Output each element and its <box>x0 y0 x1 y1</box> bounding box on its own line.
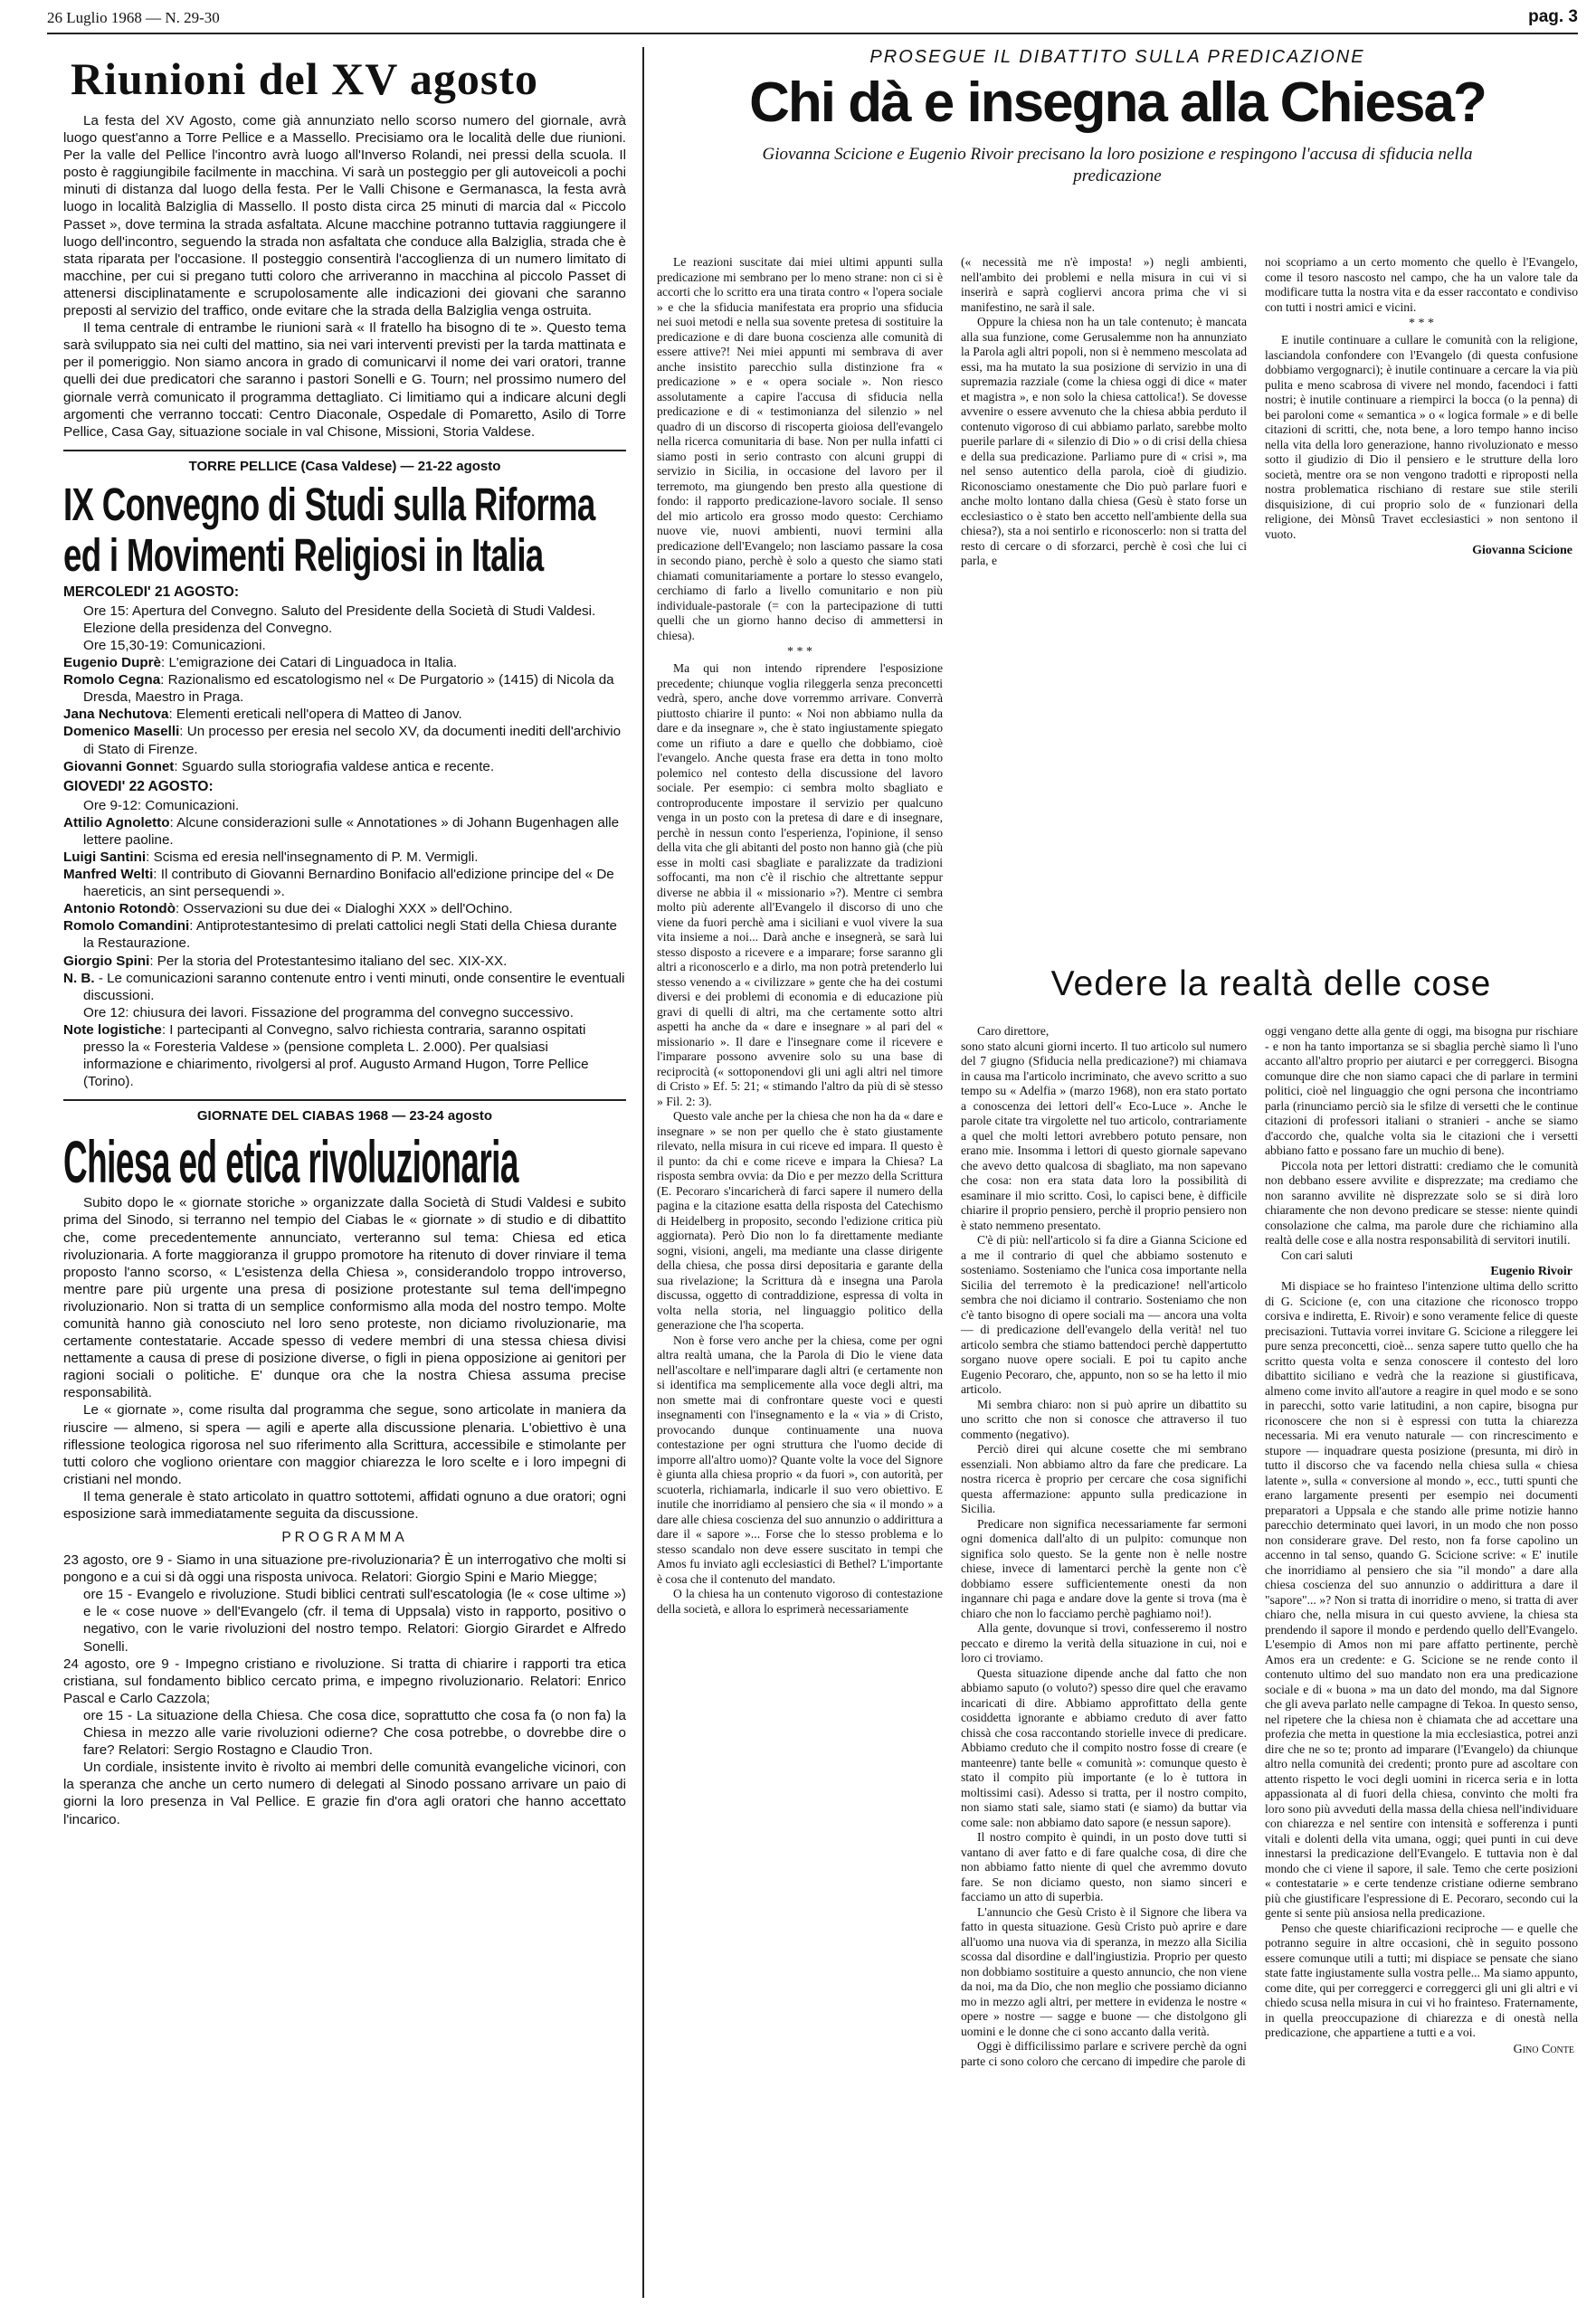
paragraph: Questa situazione dipende anche dal fatto che non abbiamo saputo (o voluto?) spesso dire quel che eravamo incaricati di dire. Abbiamo approfittato della gente cosiddetta ignorante e abbiamo creduto di aver fatto chissà che cosa raccontando storielle invece di predicare. Abbiamo creduto che il compito nostro fosse di creare (e manteenre) tante belle « comunità »: comunque questo è stato il compito più importante (e lo è tuttora in moltissimi casi). Adesso si tratta, per il nostro compito, non siamo stati sale, siamo stati (e siamo) da buttar via come sale: non abbiamo dato sapore (e nessun sapore). <box>961 1665 1247 1829</box>
signature: Gino Conte <box>1513 2042 1574 2056</box>
paragraph: Mi sembra chiaro: non si può aprire un dibattito su uno scritto che non si conosce che attraverso il tuo commento (negativo). <box>961 1397 1247 1441</box>
article-vedere-col <box>961 1024 1247 2069</box>
program-heading: PROGRAMMA <box>281 1530 408 1546</box>
section-stars: * * * <box>787 645 812 659</box>
divider <box>63 450 626 451</box>
article-body: Il tema generale è stato articolato in quattro sottotemi, affidati ognuno a due oratori; ogni esposizione sarà immediatamente seguita da discussione. <box>63 1488 626 1522</box>
paragraph: C'è di più: nell'articolo si fa dire a Gianna Scicione ed a me il contrario di quel che abbiamo sostenuto e sosteniamo. Sosteniamo che l'unica cosa importante nella Sicilia del terremoto è la predicazione! nell'articolo sembra che noi diciamo il contrario. Sosteniamo che non c'è tanto bisogno di opere sociali ma — ancora una volta — di predicazione dell'evangelo della verità! nel tuo articolo sembra che stiamo battendoci perchè dappertutto sorgano nuove opere sociali. E poi tu capito anche Eugenio Pecoraro, che, appunto, non so se ha letto il mio articolo. <box>961 1233 1247 1396</box>
schedule-close: Ore 12: chiusura dei lavori. Fissazione del programma del convegno successivo. <box>83 1004 574 1020</box>
talk-item <box>63 953 626 970</box>
talk-item <box>63 706 626 723</box>
speaker-name: Luigi Santini <box>63 849 147 865</box>
talk-title: : Razionalismo ed escatologismo nel « De Purgatorio » (1415) di Nicola da Dresda, Maestro in Praga. <box>83 672 614 706</box>
speaker-name: N. B. <box>63 970 95 986</box>
article-kicker: TORRE PELLICE (Casa Valdese) — 21-22 agosto <box>188 458 501 474</box>
paragraph: oggi vengano dette alla gente di oggi, ma bisogna pur rischiare - e non ha tanto importanza se si sbaglia perchè siamo lì l'uno accanto all'altro proprio per aiutarci e per correggerci. Bisogna comunque dire che non siamo capaci che di parlare in termini politici, cioè nel linguaggio che ogni persona che incontriamo parla (rinunciamo perciò sia le sfilze di versetti che le continue citazioni di professori italiani o stranieri - anche se siamo d'accordo che, qualche volta sia le citazioni che i versetti abbiano fatto e possano fare un muchio di bene). <box>1265 1024 1578 1157</box>
logistics-text: : I partecipanti al Convegno, salvo richiesta contraria, saranno ospitati presso la « Foresteria Valdese » (pensione completa L. 2.000). Per qualsiasi informazione e chiarimento, rivolgersi al prof. Augusto Armand Hugon, Torre Pellice (Torino). <box>83 1021 589 1090</box>
talk-item <box>63 758 626 775</box>
speaker-name: Romolo Cegna <box>63 672 161 688</box>
paragraph: Non è forse vero anche per la chiesa, come per ogni altra realtà umana, che la Parola di Dio le viene data nell'ascoltare e nell'imparare dagli altri (e certamente non si identifica ma semplicemente alla voce degli altri, ma non smette mai di confrontare queste voci e questi insegnamenti con l'insegnamento e la « via » di Cristo, provocando dunque continuamente una nuova contestazione per ogni struttura che l'uomo decide di imporre all'altro uomo)? Quante volte la voce del Signore è giunta alla chiesa proprio « da fuori », con autorità, per scuoterla, richiamarla, indicarle il suo vero obiettivo. E inutile che inorridiamo al pensiero che sia « il mondo » a dare alle chiesa coscienza del suo annunzio o addirittura a dare il « sapore »... Forse che lo stesso problema e lo stesso scandalo non deve essere suscitato in tempi che Amos fu inviato agli ecclesiastici di Bethel? L'importante è cosa che il contenuto del mandato. <box>657 1333 943 1586</box>
schedule-item: Ore 15,30-19: Comunicazioni. <box>83 637 266 653</box>
talk-title: : Il contributo di Giovanni Bernardino Bonifacio all'edizione principe del « De haereticis, an sint persequendi ». <box>83 867 614 900</box>
talk-item <box>63 723 626 757</box>
paragraph: Predicare non significa necessariamente far sermoni ogni domenica dall'alto di un pulpito: comunque non significa solo questo. Se la gente non è nelle nostre chiese, invece di lamentarci perchè la gente non c'è dobbiamo essere sufficientemente onesti da non ingannare chi paga e andare dove la gente si trova (ma è chiaro che non lo facciamo perchè paghiamo noi!). <box>961 1516 1247 1620</box>
article-body: La festa del XV Agosto, come già annunziato nello scorso numero del giornale, avrà luogo quest'anno a Torre Pellice e a Massello. Precisiamo ora le località delle due riunioni. Per la valle del Pellice l'incontro avrà luogo all'Inverso Rolandi, nei pressi della scuola. Il posto è raggiungibile facilmente in macchina. Vi sarà un posteggio per gli autoveicoli a pochi minuti di distanza dal luogo della festa. Per le Valli Chisone e Germanasca, la festa avrà luogo in località Balziglia di Massello. Il posto dista circa 25 minuti di marcia dal « Piccolo Passet », dove termina la strada asfaltata. Alcune macchine potranno tuttavia raggiungere il luogo dell'incontro, seguendo la strada non asfaltata che conduce alla Balziglia, strada che è stata riparata per l'occasione. Il posteggio consentirà l'accoglienza di un numero limitato di macchine, per cui si pregano tutti coloro che arriveranno in macchina al piccolo Passet di attenersi disciplinatamente e scrupolosamente alle indicazioni dei giovani che saranno preposti al servizio del traffico, onde evitare che la strada della Balziglia venga ostruita. <box>63 113 626 319</box>
paragraph: (« necessità me n'è imposta! ») negli ambienti, nell'ambito dei problemi e nella misura in cui vi si inserirà e saprà cogliervi ancora prima che vi si manifestino, ne sarà il sale. <box>961 255 1247 314</box>
schedule-item: Ore 9-12: Comunicazioni. <box>83 797 240 813</box>
speaker-name: Giovanni Gonnet <box>63 758 175 774</box>
paragraph: E inutile continuare a cullare le comunità con la religione, lasciandola confondere con l'Evangelo (di questa confusione dobbiamo vergognarci); è inutile continuare a cercare la via più pulita e meno scabrosa di vivere nel mondo, facendoci i fatti nostri; è inutile continuare a riempirci la bocca (o la penna) di bei paroloni come « semantica » o « logica formale » e di belle citazioni di scritti, che, nota bene, a loro tempo hanno inciso nella vita della loro generazione, hanno rivoluzionato e messo sotto il giudizio di Dio il pensiero e le strutture della loro società, mentre ora se non vengono tradotti e riproposti nella nostra problematica rischiano di restare sue stile sterili disquisizione, di cui proprio solo de « funzionari della religione, dei Mònsû Travet ecclesiastici » non sentono il vuoto. <box>1265 333 1578 541</box>
article-convegno <box>63 459 626 1091</box>
article-vedere-col-3 <box>1265 1024 1578 2057</box>
speaker-name: Antonio Rotondò <box>63 901 176 917</box>
talk-title: : Elementi ereticali nell'opera di Matteo di Janov. <box>168 707 462 723</box>
schedule-day-1 <box>63 603 626 775</box>
talk-item <box>63 654 626 671</box>
paragraph: Penso che queste chiarificazioni reciproche — e quelle che potranno seguire in altre occasioni, chè in seguito possono essere comunque utili a tutti; mi dispiace se pensate che siano state fatte ingiustamente sulla vostra pelle... Ma siamo appunto, come dite, qui per correggerci e correggerci gli uni gli altri e vi chiedo scusa nella misura in cui vi ho frainteso. Fraternamente, in quella preoccupazione di chiarezza e di onestà nella predicazione, che appartiene a tutti e a voi. <box>1265 1921 1578 2039</box>
signature: Giovanna Scicione <box>1472 544 1572 557</box>
divider <box>63 1099 626 1101</box>
article-riunioni <box>63 52 626 441</box>
article-subtitle: Giovanna Scicione e Eugenio Rivoir precisano la loro posizione e respingono l'accusa di sfiducia nella predicazione <box>762 145 1473 185</box>
right-column <box>657 47 1578 2298</box>
speaker-name: Domenico Maselli <box>63 724 180 740</box>
signature: Eugenio Rivoir <box>1490 1265 1572 1278</box>
article-body: Le « giornate », come risulta dal programma che segue, sono articolate in maniera da riuscire — almeno, si spera — agili e aperte alla discussione plenaria. L'obiettivo è una riflessione teologica rigorosa nel suo riferimento alla Scrittura, accessibile e stimolante per tutti coloro che vogliono orientare con maggior chiarezza le loro scelte e i loro impegni di cristiani nel mondo. <box>63 1402 626 1487</box>
program-item: 23 agosto, ore 9 - Siamo in una situazione pre-rivoluzionaria? È un interrogativo che molti si pongono e a cui si dà oggi una risposta univoca. Relatori: Giorgio Spini e Mario Miegge; <box>63 1552 626 1586</box>
paragraph: Questo vale anche per la chiesa che non ha da « dare e insegnare » se non per quello che è stato giustamente rilevato, nella misura in cui riceve ed impara. Il questo è il punto: da chi e come riceve e impara la Chiesa? La risposta sembra ovvia: da Dio e per mezzo della Scrittura (E. Pecoraro s'incaricherà di farci sapere il numero della pagina e la citazione esatta della risposta del Catechismo di Heidelberg in proposito, secondo l'edizione critica più aggiornata). Però Dio non lo fa direttamente mediante sogni, visioni, angeli, ma mediante una classe dirigente della chiesa, che possa dirsi depositaria e garante della sua rivelazione; la Scrittura dà e insegna una Parola discussa, oggetto di contraddizione, espressa di volta in volta nella storia, nel linguaggio politico della generazione che l'ha scoperta. <box>657 1109 943 1332</box>
article-kicker: PROSEGUE IL DIBATTITO SULLA PREDICAZIONE <box>869 47 1365 67</box>
talk-title: : L'emigrazione dei Catari di Linguadoca in Italia. <box>161 655 458 671</box>
left-column <box>63 47 626 2298</box>
paragraph: L'annuncio che Gesù Cristo è il Signore che libera va fatto in questa situazione. Gesù Cristo può aprire e dare all'uomo una nuova via di speranza, in mezzo alla Sicilia scossa dal disordine e dall'ingiustizia. Proprio per questo non dobbiamo sostituire a questo annuncio, che non viene da noi, ma da Dio, che non meglio che possiamo dicianno mo in mezzo agli altri, per mettere in evidenza le nostre « opere » nostre — sagge e buone — che distolgono gli uomini e le donne che ci sono accanto dalla verità. <box>961 1904 1247 2038</box>
schedule-day-2 <box>63 797 626 1091</box>
talk-item <box>63 866 626 900</box>
paragraph: O la chiesa ha un contenuto vigoroso di contestazione della società, e allora lo esprimerà necessariamente <box>657 1587 943 1616</box>
program-item: ore 15 - Evangelo e rivoluzione. Studi biblici centrati sull'escatologia (le « cose ultime ») e le « cose nuove » dell'Evangelo (cfr. il tema di Uppsala) visto in rapporto, positivo o negativo, con le varie rivoluzioni del nostro tempo. Relatori: Giorgio Girardet e Alfredo Sonelli. <box>83 1587 626 1655</box>
article-body: Un cordiale, insistente invito è rivolto ai membri delle comunità evangeliche vicinori, con la speranza che anche un certo numero di delegati al Sinodo possano arrivare un paio di giorni la loro presenza in Val Pellice. E grazie fin d'ora agli oratori che hanno accettato l'incarico. <box>63 1760 626 1827</box>
speaker-name: Eugenio Duprè <box>63 655 162 671</box>
article-title-line-2: ed i Movimenti Religiosi in Italia <box>63 528 544 581</box>
talk-title: : Osservazioni su due dei « Dialoghi XXX » dell'Ochino. <box>175 901 513 917</box>
paragraph: Oggi è difficilissimo parlare e scrivere perchè da ogni parte ci sono coloro che cercano di impedire che parole di <box>961 2039 1247 2068</box>
talk-item <box>63 849 626 866</box>
article-title: Chiesa ed etica rivoluzionaria <box>63 1128 518 1196</box>
day-heading-2: GIOVEDI' 22 AGOSTO: <box>63 778 214 794</box>
talk-title: : Scisma ed eresia nell'insegnamento di P. M. Vermigli. <box>146 849 479 865</box>
paragraph: Le reazioni suscitate dai miei ultimi appunti sulla predicazione mi sembrano per lo meno strane: non ci si è accorti che lo scritto era una tirata contro « l'opera sociale » e che la sfiducia manifestata era proprio una sfiducia nei suoi metodi e nella sua sovente pretesa di sostituire la predicazione e di dare buona coscienza alle comunità di essere attive?! Nei miei appunti mi sembrava di aver anche insistito parecchio sulla distinzione fra « predicazione » e « opera sociale ». Non riesco assolutamente a capire l'accusa di sfiducia nella predicazione e di « testimonianza del silenzio » nel quadro di un discorso di riscoperta gioiosa dell'evangelo nella ricerca comunitaria di base. Non per nulla infatti ci siamo posti in serio contrasto con alcuni gruppi di servizio in Sicilia, in occasione del lavoro per il terremoto, ma giungendo ben presto alla questione di fondo: il rapporto predicazione-lavoro sociale. Il senso del mio articolo era grosso modo questo: Cerchiamo nuove vie, nuovi ambienti, nuovi termini alla predicazione dell'Evangelo; non lasciamo passare la cosa in secondo piano, perchè è solo a questo che siamo stati chiamati comunitariamente a portare lo stesso evangelo, cerchiamo di farlo a livello comunitario e non più individuale-pastorale (= con la partecipazione di tutti quelli che un giorno hanno deciso di ammettersi in chiesa). <box>657 255 943 642</box>
paragraph: sono stato alcuni giorni incerto. Il tuo articolo sul numero del 7 giugno (Sfiducia nella predicazione?) mi chiamava in causa ma l'articolo incriminato, che avevo scritto a suo tempo su « Adelfia » (marzo 1968), non era stato portato a conoscenza dei lettori dell'« Eco-Luce ». Anche le parole citate tra virgolette nel tuo articolo, contrariamente a quel che molti lettori avrebbero potuto pensare, non erano mie. Insomma i lettori di questo giornale sapevano che avevo detto qualcosa di sbagliato, ma non sapevano che cosa: non era stata data loro la possibilità di esaminare il mio scritto. Così, lo capisci bene, è difficile chiarire il proprio pensiero, perchè il proprio pensiero non è stato nemmeno presentato. <box>961 1039 1247 1232</box>
talk-item <box>63 970 626 1004</box>
paragraph: Oppure la chiesa non ha un tale contenuto; è mancata alla sua funzione, come Gerusalemme non ha annunziato la Parola agli altri popoli, non si è nemmeno mescolata ad essi, ma ha mutato la sua posizione di servizio in una di supremazia razziale (come la chiesa oggi di dice « mater et magistra », e non solo la chiesa cattolica!). Se dovesse avvenire o essere avvenuto che la chiesa abbia perduto il contenuto vigoroso di cui abbiamo parlato, sarebbe molto puerile parlare di « silenzio di Dio » o di crisi della chiesa e della sua predicazione. Parliamo pure di « crisi », ma nel senso autentico della parola, cioè di giudizio. Riconosciamo onestamente che Dio può parlare fuori e anche molto lontano dalla chiesa (Gesù è stato forse un ecclesiastico o è stato ben accetto nell'ambiente della sua chiesa?), sta a noi sentirlo e riconoscerlo: non si tratta del resto di cercare o di sforzarci, perchè è così che lui ci parla, e <box>961 315 1247 567</box>
speaker-name: Giorgio Spini <box>63 953 150 969</box>
closing: Con cari saluti <box>1281 1248 1354 1262</box>
logistics-label: Note logistiche <box>63 1021 162 1038</box>
salutation: Caro direttore, <box>977 1024 1050 1038</box>
paragraph: Alla gente, dovunque si trovi, confesseremo il nostro peccato e diremo la verità della situazione in cui, noi e loro ci troviamo. <box>961 1621 1247 1665</box>
paragraph: Il nostro compito è quindi, in un posto dove tutti si vantano di aver fatto e di fare qualche cosa, di dire che non abbiamo fatto niente di quel che avremmo dovuto fare. Se non diciamo questo, non siamo sinceri e facciamo un atto di superbia. <box>961 1830 1247 1903</box>
article-kicker: GIORNATE DEL CIABAS 1968 — 23-24 agosto <box>196 1108 493 1125</box>
talk-title: - Le comunicazioni saranno contenute entro i venti minuti, onde consentire le eventuali discussioni. <box>83 970 625 1003</box>
paragraph: Ma qui non intendo riprendere l'esposizione precedente; chiunque voglia rileggerla senza preconcetti vedrà, spero, anche dove vorremmo arrivare. Converrà piuttosto chiarire il punto: « Noi non abbiamo nulla da dare e da insegnare », che è stato ingiustamente spiegato come un rifiuto a dare e quello che dobbiamo, cioè l'evangelo. Anche questa frase era detta in tono molto polemico nel contesto della discussione del lavoro sociale. Per esempio: ci sembra molto sbagliato e controproducente impostare il servizio per qualcuno venga in un posto con la pretesa di dare e di insegnare, perchè in nessun conto l'esperienza, l'opinione, il senso della vita che gli abitanti del posto non hanno già (che più esse in molti casi sbagliate e paralizzate da tradizioni soffocanti, ma non c'è il rischio che altrettante seppur diverse ne abbia il « missionario »?). Mentre ci sembra molto più aderente all'Evangelo il discorso di uno che viene da fuori perchè ama i siciliani e vuol vivere la sua vita insieme a noi... Darà anche e insegnerà, se sarà lui stesso disposto a ricevere e a imparare; forse saranno gli altri a riconoscerlo e a dirlo, ma non potrà pretenderlo lui stesso venendo a « civilizzare » gente che ha dei costumi diversi e dei problemi di economia e di educazione più gravi di quelli di altri, ma che certamente sotto altri aspetti ha anche da « dare e insegnare » al pari del « missionario ». Il dare e l'insegnare come il ricevere e l'imparare possono avvenire solo su una base di reciprocità (« sottoponendovi gli uni agli altri nel timore di Cristo » Ef. 5: 21; « stimando l'altro da più di sè stesso » Fil. 2: 3). <box>657 661 943 1108</box>
logistics-note <box>63 1021 626 1090</box>
speaker-name: Jana Nechutova <box>63 707 169 723</box>
article-columns <box>657 255 1578 2291</box>
talk-item <box>63 917 626 952</box>
talk-title: : Un processo per eresia nel secolo XV, da documenti inediti dell'archivio di Stato di Firenze. <box>83 724 622 757</box>
paragraph: Perciò direi qui alcune cosette che mi sembrano essenziali. Non abbiamo altro da fare che predicare. La nostra ricerca è proprio per cercare che cosa significhi questa affermazione: appunto sulla predicazione in Sicilia. <box>961 1442 1247 1515</box>
talk-title: : Sguardo sulla storiografia valdese antica e recente. <box>174 758 495 774</box>
speaker-name: Manfred Welti <box>63 867 154 883</box>
talk-title: : Antiprotestantesimo di prelati cattolici negli Stati della Chiesa durante la Restaurazione. <box>83 918 617 952</box>
issue-date: 26 Luglio 1968 — N. 29-30 <box>47 9 220 26</box>
paragraph: Mi dispiace se ho frainteso l'intenzione ultima dello scritto di G. Scicione (e, con una citazione che riconosco troppo corsiva e indiretta, E. Rivoir) e sono veramente felice di queste precisazioni. Tuttavia vorrei invitare G. Scicione a rileggere lei pure senza preconcetti, cioè... senza sapere tutto quello che ha scritto questa volta e senza conoscere il contesto del loro dibattito siciliano e vedrà che la reazione si giustificava, almeno come invito all'autore a reagire in quel modo e se sono in parecchi, sotto varie latitudini, a non capire, bisogna pur riconoscere che non si è espressi con tutta la chiarezza necessaria. Mi era venuto naturale — con rincrescimento e stupore — inquadrare questa posizione (presunta, mi dirò in tutto il discorso che va facendo nella chiesa sulla « chiesa latente », sulla « conversione al mondo », ecc., tutti spunti che erano largamente presenti per esempio nei documenti preparatori a Uppsala e che stando alle prime notizie hanno parecchio determinato quei lavori, in un modo che non posso non considerare grave. Del resto, non fa forse capolino un accenno in tal senso, quando G. Scicione scrive: « E' inutile che inorridiamo al pensiero che sia "il mondo" a dare alla chiesa coscienza del suo annunzio o addirittura a dare il "sapore"... »? Non si tratta di inorridire o meno, si tratta di aver chiaro che, nella misura in cui questo avviene, la chiesa sta prendendo il sapore il mondo e perdendo quello dell'Evangelo. L'esempio di Amos non mi pare affatto pertinente, perchè Amos era un credente: e G. Scicione se ne rende conto il contenuto ultimo del suo mandato non era una predicazione sociale e di « buona » ma un dato del mondo, ma dal Signore che gli aveva parlato nelle campagne di Tekoa. In questo senso, nel ripetere che la chiesa non è chiamata che ad accettare una profezia che metta in questione la mia ecclesiastica, potrei anzi dire che ne so te; pronto ad imparare (l'Evangelo) da chiunque altro nella comunità dei credenti; pronto pure ad ascoltare con attento rispetto le voci degli uomini in ricerca seria e in lotta appassionata al di fuori della chiesa, convinto che molti fra loro sono più avveduti della massa della chiesa nell'individuare con chiarezza e nel sentire con intensità e sofferenza i punti vitali e dolenti della vita umana, oggi; quei punti in cui deve innestarsi la predicazione dell'Evangelo. E tuttavia non è dal mondo che ci viene il sapore, il sale. Temo che certe posizioni « contestatarie » e certe tendenze cristiane odierne sembrano più che giustificare l'espressione di E. Pecoraro, secondo cui la gente si sente più ansiosa nella predicazione. <box>1265 1279 1578 1920</box>
speaker-name: Attilio Agnoletto <box>63 814 170 830</box>
paragraph: noi scopriamo a un certo momento che quello è l'Evangelo, come il tesoro nascosto nel campo, che ha un valore tale da modificare tutta la nostra vita e da esser raccontato e condiviso con tutti i nostri amici e vicini. <box>1265 255 1578 314</box>
talk-item <box>63 900 626 917</box>
article-ciabas <box>63 1108 626 1827</box>
column-divider <box>642 47 644 2298</box>
article-body: Subito dopo le « giornate storiche » organizzate dalla Società di Studi Valdesi e subito prima del Sinodo, si terranno nel tempio del Ciabas le « giornate » di studio e di dibattito che, come precedentemente annunciato, verteranno sul tema: Chiesa ed etica rivoluzionaria. A forte maggioranza il gruppo promotore ha ritenuto di dover rinviare il tema proposto l'anno scorso, « L'esistenza della Chiesa », considerandolo troppo introverso, mentre pare più urgente una presa di posizione protestante sul tema dell'impegno rivoluzionario. Non si tratta di un semplice conformismo alla moda del nostro tempo. Molte comunità hanno già conosciuto nel loro seno proteste, non diciamo rivoluzionarie, ma certamente contestatarie. Accade spesso di vedere membri di una stessa chiesa divisi nettamente a causa di prese di posizione diverse, o figli in piena opposizione ai genitori per ragioni sociali o politiche. E' dunque ora che la nostra Chiesa assuma precise responsabilità. <box>63 1195 626 1401</box>
article-title-vedere: Vedere la realtà delle cose <box>1050 964 1492 1003</box>
paragraph: Piccola nota per lettori distratti: crediamo che le comunità non debbano essere avvilite e disprezzate; ma crediamo che non saranno avvilite nè disprezzate solo se si dirà loro chiaramente che non devono predicare se stesse: niente quindi consolazione che calma, ma parole dure che richiamino alla realtà delle cose e alla nostra responsabilità di servitori inutili. <box>1265 1158 1578 1247</box>
article-title: Chi dà e insegna alla Chiesa? <box>749 71 1486 134</box>
talk-title: : Per la storia del Protestantesimo italiano del sec. XIX-XX. <box>149 953 508 969</box>
schedule-item: Ore 15: Apertura del Convegno. Saluto del Presidente della Società di Studi Valdesi. Elezione della presidenza del Convegno. <box>83 603 596 636</box>
page-number: pag. 3 <box>1528 7 1578 26</box>
article-title-line-1: IX Convegno di Studi sulla Riforma <box>63 478 595 530</box>
program-item: 24 agosto, ore 9 - Impegno cristiano e rivoluzione. Si tratta di chiarire i rapporti tra etica cristiana, sul fondamento biblico cercato prima, e impegno rivoluzionario. Relatori: Enrico Pascal e Carlo Cazzola; <box>63 1656 626 1706</box>
program-item: ore 15 - La situazione della Chiesa. Che cosa dice, soprattutto che cosa fa (o non fa) la Chiesa in mezzo alle varie rivoluzioni odierne? Che cosa potrebbe, o dovrebbe dire o fare? Relatori: Sergio Rostagno e Claudio Tron. <box>83 1707 626 1759</box>
day-heading-1: MERCOLEDI' 21 AGOSTO: <box>63 584 240 600</box>
page-header <box>47 5 1578 34</box>
speaker-name: Romolo Comandini <box>63 918 190 935</box>
article-body-2: Il tema centrale di entrambe le riunioni sarà « Il fratello ha bisogno di te ». Questo tema sarà sviluppato sia nei culti del mattino, sia nei vari interventi previsti per la tarda mattinata e per il pomeriggio. Non siamo ancora in grado di comunicarvi il nome dei vari oratori, tranne quelli dei due predicatori che saranno i pastori Sonelli e G. Tourn; nel prossimo numero del giornale verrà comunicato il programma dettagliato. Ci limitiamo qui a indicare alcuni degli argomenti che verranno toccati: Centro Diaconale, Ospedale di Pomaretto, Asilo di Torre Pellice, Casa Gay, situazione sociale in val Chisone, Missioni, Storia Valdese. <box>63 320 626 440</box>
section-stars: * * * <box>1409 317 1434 330</box>
talk-title: : Alcune considerazioni sulle « Annotationes » di Johann Bugenhagen alle lettere paoline. <box>83 814 620 848</box>
talk-item <box>63 671 626 706</box>
talk-item <box>63 814 626 849</box>
text-column-1 <box>657 255 943 2291</box>
text-column-3 <box>1265 255 1578 2291</box>
article-title: Riunioni del XV agosto <box>71 53 539 104</box>
